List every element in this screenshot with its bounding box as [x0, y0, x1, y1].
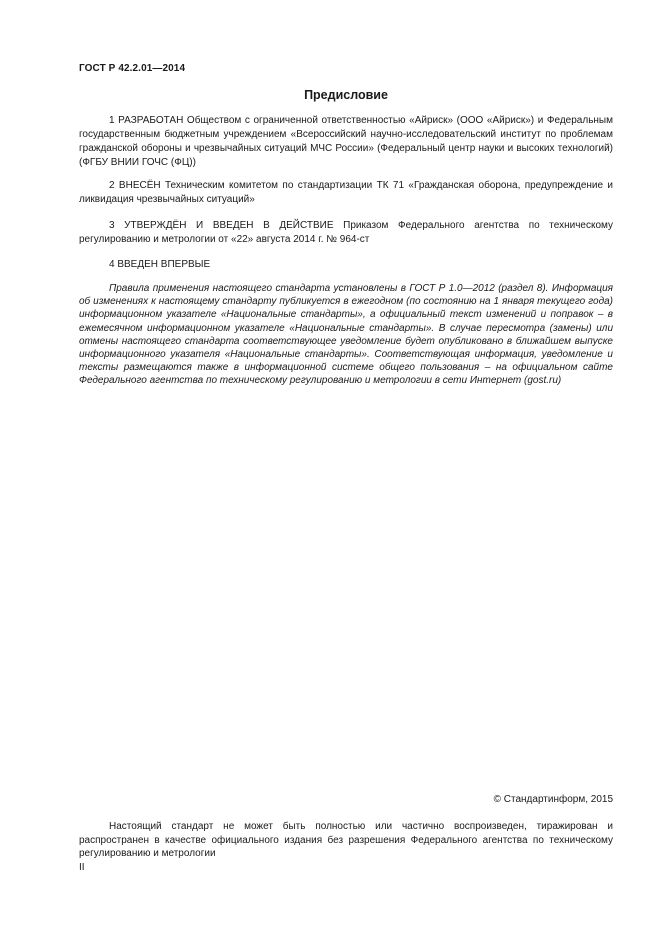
paragraph-submitted: 2 ВНЕСЁН Техническим комитетом по стандартизации ТК 71 «Гражданская оборона, предупреждение и ликвидация чрезвычайных ситуаций»	[79, 180, 613, 205]
document-header: ГОСТ Р 42.2.01—2014	[79, 63, 186, 74]
page-number: II	[79, 862, 85, 873]
reproduction-notice: Настоящий стандарт не может быть полностью или частично воспроизведен, тиражирован и распространен в качестве официального издания без разрешения Федерального агентства по техническому регулированию и метрологии	[79, 821, 613, 859]
italic-note: Правила применения настоящего стандарта установлены в ГОСТ Р 1.0—2012 (раздел 8). Информация об изменениях к настоящему стандарту публикуется в ежегодном (по состоянию на 1 января текущего года) информационном указателе «Национальные стандарты», а официальный текст изменений и поправок – в ежемесячном информационном указателе «Национальные стандарты». В случае пересмотра (замены) или отмены настоящего стандарта соответствующее уведомление будет опубликовано в ближайшем выпуске информационного указателя «Национальные стандарты». Соответствующая информация, уведомление и тексты размещаются также в информационной системе общего пользования – на официальном сайте Федерального агентства по техническому регулированию и метрологии в сети Интернет (gost.ru)	[79, 283, 613, 387]
paragraph-introduced: 4 ВВЕДЕН ВПЕРВЫЕ	[109, 259, 211, 270]
paragraph-developed: 1 РАЗРАБОТАН Обществом с ограниченной ответственностью «Айриск» (ООО «Айриск») и Федеральным государственным бюджетным учреждением «Всероссийский научно-исследовательский институт по проблемам гражданской обороны и чрезвычайных ситуаций МЧС России» (Федеральный центр науки и высоких технологий) (ФГБУ ВНИИ ГОЧС (ФЦ))	[79, 115, 613, 168]
paragraph-approved: 3 УТВЕРЖДЁН И ВВЕДЕН В ДЕЙСТВИЕ Приказом Федерального агентства по техническому регулированию и метрологии от «22» августа 2014 г. № 964-ст	[79, 220, 613, 245]
page-title: Предисловие	[304, 88, 388, 102]
copyright-line: © Стандартинформ, 2015	[493, 794, 613, 805]
